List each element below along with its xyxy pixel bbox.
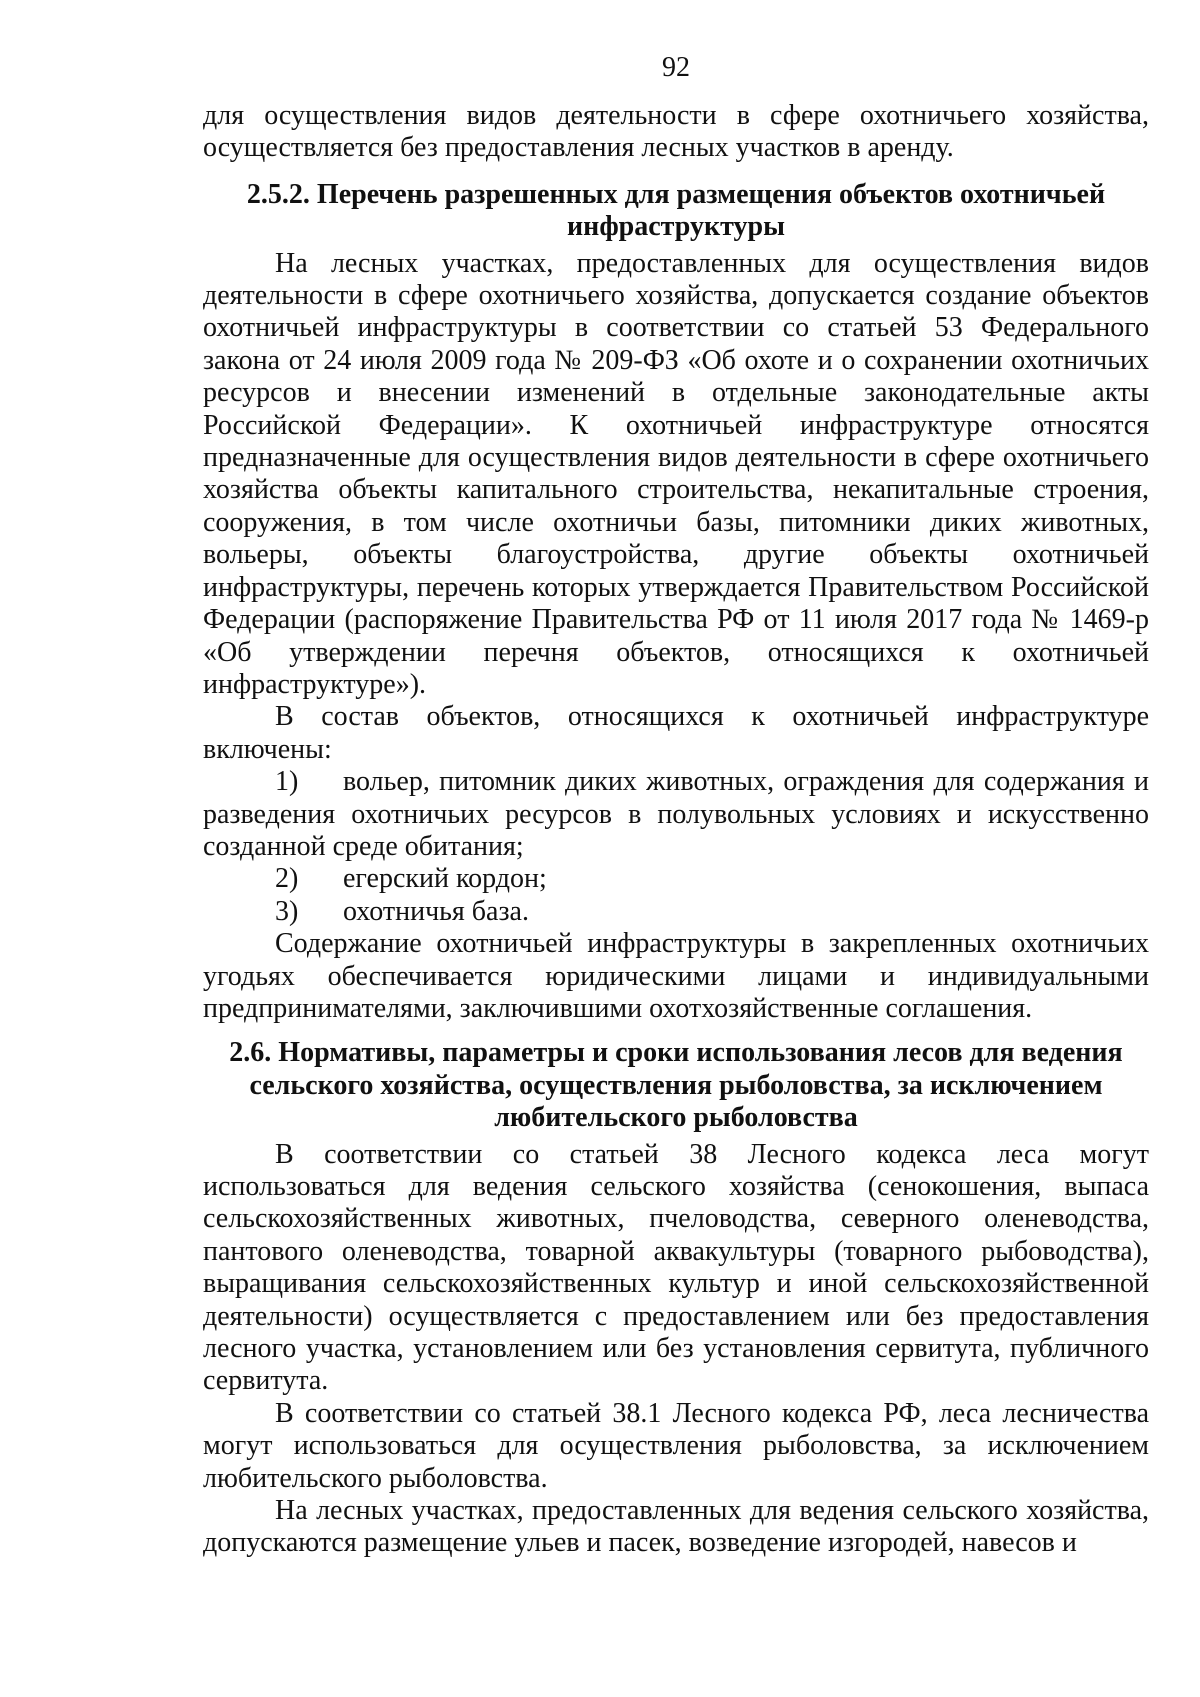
list-item-text: егерский кордон; xyxy=(343,863,547,895)
section-2-5-2-paragraph-1: На лесных участках, предоставленных для осуществления видов деятельности в сфере охотничьего хозяйства, допускается создание объектов охотничьей инфраструктуры в соответствии со статьей 53 Федерального закона от 24 июля 2009 года № 209-ФЗ «Об охоте и о сохранении охотничьих ресурсов и внесении изменений в отдельные законодательные акты Российской Федерации». К охотничьей инфраструктуре относятся предназначенные для осуществления видов деятельности в сфере охотничьего хозяйства объекты капитального строительства, некапитальные строения, сооружения, в том числе охотничьи базы, питомники диких животных, вольеры, объекты благоустройства, другие объекты охотничьей инфраструктуры, перечень которых утверждается Правительством Российской Федерации (распоряжение Правительства РФ от 11 июля 2017 года № 1469-р «Об утверждении перечня объектов, относящихся к охотничьей инфраструктуре»). xyxy=(203,247,1149,700)
section-2-5-2-paragraph-3: Содержание охотничьей инфраструктуры в закрепленных охотничьих угодьях обеспечивается юридическими лицами и индивидуальными предпринимателями, заключившими охотхозяйственные соглашения. xyxy=(203,928,1149,1024)
list-item-text: вольер, питомник диких животных, ограждения для содержания и разведения охотничьих ресурсов в полувольных условиях и искусственно созданной среде обитания; xyxy=(203,766,1149,862)
list-item xyxy=(203,863,1149,895)
section-2-6-paragraph-1: В соответствии со статьей 38 Лесного кодекса леса могут использоваться для ведения сельского хозяйства (сенокошения, выпаса сельскохозяйственных животных, пчеловодства, северного оленеводства, пантового оленеводства, товарной аквакультуры (товарного рыбоводства), выращивания сельскохозяйственных культур и иной сельскохозяйственной деятельности) осуществляется с предоставлением или без предоставления лесного участка, установлением или без установления сервитута, публичного сервитута. xyxy=(203,1138,1149,1397)
infrastructure-list xyxy=(203,766,1149,928)
list-item-number: 2) xyxy=(275,863,299,895)
intro-paragraph: для осуществления видов деятельности в сфере охотничьего хозяйства, осуществляется без предоставления лесных участков в аренду. xyxy=(203,100,1149,164)
list-item-text: охотничья база. xyxy=(343,895,529,927)
list-item xyxy=(203,896,1149,928)
section-2-6-paragraph-2: В соответствии со статьей 38.1 Лесного кодекса РФ, леса лесничества могут использоваться для осуществления рыболовства, за исключением любительского рыболовства. xyxy=(203,1397,1149,1494)
list-item-number: 3) xyxy=(275,895,299,927)
document-page xyxy=(203,52,1149,1560)
section-2-6-heading: 2.6. Нормативы, параметры и сроки использования лесов для ведения сельского хозяйства, осуществления рыболовства, за исключением любительского рыболовства xyxy=(229,1037,1123,1134)
list-item-number: 1) xyxy=(275,766,299,798)
section-2-6-paragraph-3: На лесных участках, предоставленных для ведения сельского хозяйства, допускаются размещение ульев и пасек, возведение изгородей, навесов и xyxy=(203,1495,1149,1559)
page-number: 92 xyxy=(662,52,690,83)
section-2-5-2-heading: 2.5.2. Перечень разрешенных для размещения объектов охотничьей инфраструктуры xyxy=(246,178,1106,243)
section-2-5-2-paragraph-2: В состав объектов, относящихся к охотничьей инфраструктуре включены: xyxy=(203,701,1149,765)
list-item xyxy=(203,766,1149,863)
